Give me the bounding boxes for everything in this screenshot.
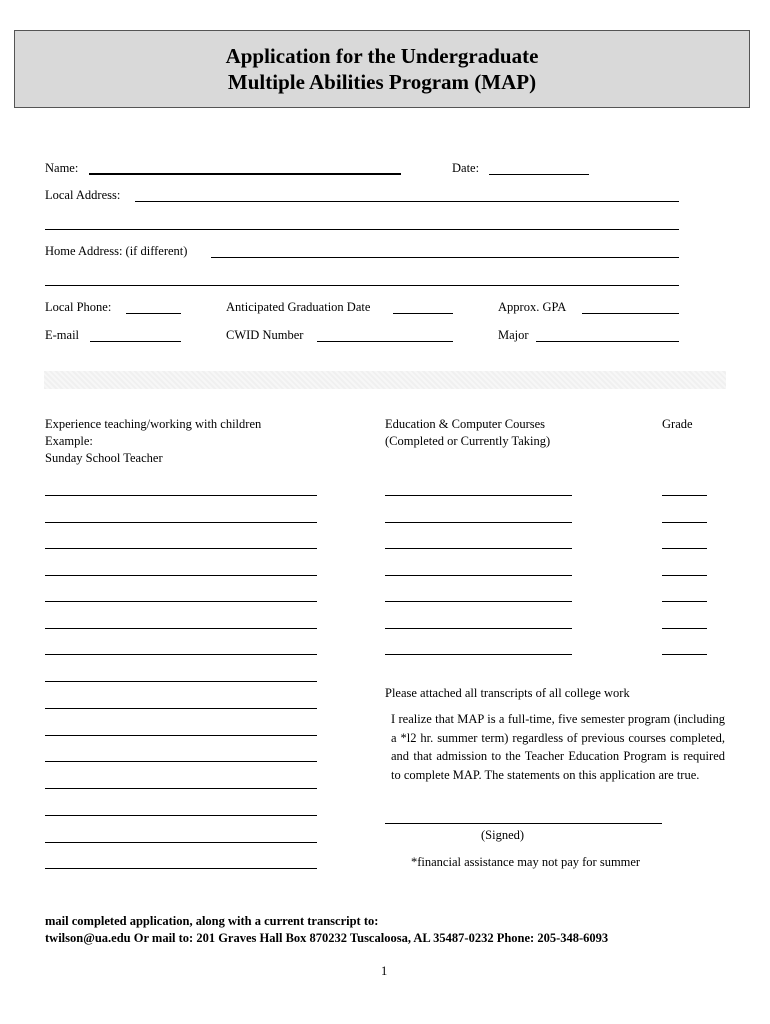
course-line[interactable] (385, 495, 572, 496)
experience-line[interactable] (45, 628, 317, 629)
signed-label: (Signed) (481, 828, 525, 842)
cwid-field[interactable] (317, 341, 453, 342)
experience-example-value: Sunday School Teacher (45, 451, 163, 465)
local-address-label: Local Address: (45, 188, 121, 202)
local-address-field-2[interactable] (45, 229, 679, 230)
cwid-label: CWID Number (226, 328, 304, 342)
experience-example-label: Example: (45, 434, 93, 448)
experience-line[interactable] (45, 548, 317, 549)
name-label: Name: (45, 161, 79, 175)
grade-line[interactable] (662, 495, 707, 496)
signature-line[interactable] (385, 823, 662, 824)
experience-line[interactable] (45, 868, 317, 869)
experience-line[interactable] (45, 522, 317, 523)
grade-line[interactable] (662, 654, 707, 655)
grad-date-label: Anticipated Graduation Date (226, 300, 371, 314)
name-field[interactable] (89, 173, 401, 175)
experience-line[interactable] (45, 601, 317, 602)
grad-date-field[interactable] (393, 313, 453, 314)
experience-line[interactable] (45, 761, 317, 762)
home-address-field[interactable] (211, 257, 679, 258)
experience-line[interactable] (45, 708, 317, 709)
gpa-field[interactable] (582, 313, 679, 314)
course-line[interactable] (385, 522, 572, 523)
gpa-label: Approx. GPA (498, 300, 567, 314)
course-line[interactable] (385, 575, 572, 576)
experience-line[interactable] (45, 654, 317, 655)
title-box (14, 30, 750, 108)
email-label: E-mail (45, 328, 80, 342)
page-number: 1 (381, 964, 388, 978)
financial-note: *financial assistance may not pay for summer (411, 855, 641, 869)
major-label: Major (498, 328, 529, 342)
experience-line[interactable] (45, 681, 317, 682)
courses-heading: Education & Computer Courses (385, 417, 546, 431)
courses-subheading: (Completed or Currently Taking) (385, 434, 551, 448)
grade-line[interactable] (662, 575, 707, 576)
local-address-field[interactable] (135, 201, 679, 202)
experience-line[interactable] (45, 575, 317, 576)
statement-paragraph: I realize that MAP is a full-time, five semester program (including a *l2 hr. summer term) regardless of previous courses completed, and that admission to the Teacher Education Program is required to complete MAP. The statements on this application are true. (391, 712, 725, 782)
grade-line[interactable] (662, 628, 707, 629)
grade-heading: Grade (662, 417, 693, 431)
grade-line[interactable] (662, 601, 707, 602)
experience-line[interactable] (45, 735, 317, 736)
experience-line[interactable] (45, 815, 317, 816)
course-line[interactable] (385, 654, 572, 655)
local-phone-label: Local Phone: (45, 300, 112, 314)
experience-line[interactable] (45, 495, 317, 496)
email-field[interactable] (90, 341, 181, 342)
local-phone-field[interactable] (126, 313, 181, 314)
experience-heading: Experience teaching/working with children (45, 417, 262, 431)
grade-line[interactable] (662, 548, 707, 549)
experience-line[interactable] (45, 842, 317, 843)
title-line-2: Multiple Abilities Program (MAP) (227, 70, 537, 94)
home-address-field-2[interactable] (45, 285, 679, 286)
major-field[interactable] (536, 341, 679, 342)
title-line-1: Application for the Undergraduate (225, 44, 539, 68)
date-label: Date: (452, 161, 480, 175)
course-line[interactable] (385, 601, 572, 602)
date-field[interactable] (489, 174, 589, 175)
footer-line-2: twilson@ua.edu Or mail to: 201 Graves Hall Box 870232 Tuscaloosa, AL 35487-0232 Phone: 205-348-6093 (45, 931, 609, 945)
footer-line-1: mail completed application, along with a current transcript to: (45, 914, 379, 928)
experience-line[interactable] (45, 788, 317, 789)
transcripts-note: Please attached all transcripts of all college work (385, 686, 630, 700)
grade-line[interactable] (662, 522, 707, 523)
section-divider (44, 371, 726, 389)
course-line[interactable] (385, 548, 572, 549)
home-address-label: Home Address: (if different) (45, 244, 188, 258)
course-line[interactable] (385, 628, 572, 629)
